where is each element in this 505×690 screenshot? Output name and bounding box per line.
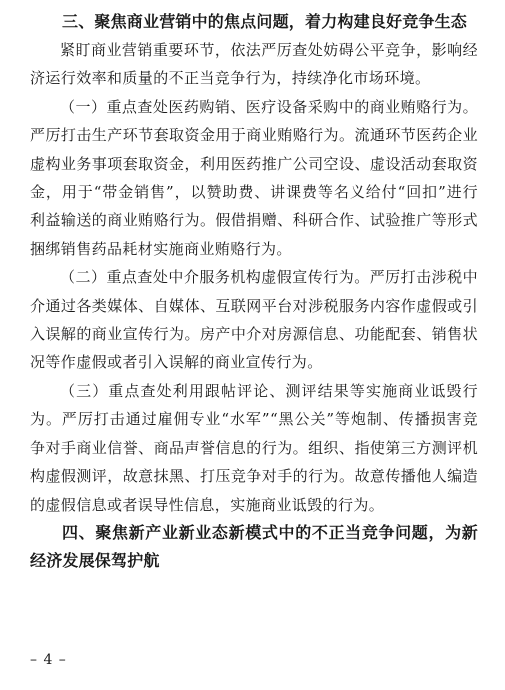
section-3-heading: 三、聚焦商业营销中的焦点问题，着力构建良好竞争生态 — [62, 12, 468, 31]
item-2-body: 严厉打击涉税中介通过各类媒体、自媒体、互联网平台对涉税服务内容作虚假或引入误解的商业宣传行为。房产中介对房源信息、功能配套、销售状况等作虚假或者引入误解的商业宣传行为。 — [30, 268, 478, 372]
item-1-title: （一）重点查处医药购销、医疗设备采购中的商业贿赂行为。 — [60, 97, 478, 116]
section-3-intro: 紧盯商业营销重要环节，依法严厉查处妨碍公平竞争，影响经济运行效率和质量的不正当竞争行为，持续净化市场环境。 — [30, 41, 478, 88]
item-3-body: 严厉打击通过雇佣专业“水军”“黑公关”等炮制、传播损害竞争对手商业信誉、商品声誉信息的行为。组织、指使第三方测评机构虚假测评，故意抹黑、打压竞争对手的行为。故意传播他人编造的虚假信息或者误导性信息，实施商业诋毁的行为。 — [30, 410, 478, 514]
item-1-paragraph — [30, 93, 478, 263]
section-4-heading: 四、聚焦新产业新业态新模式中的不正当竞争问题，为新经济发展保驾护航 — [30, 522, 478, 570]
item-3-paragraph — [30, 377, 478, 519]
page-number: – 4 – — [30, 652, 67, 668]
item-3-title: （三）重点查处利用跟帖评论、测评结果等实施商业诋毁行为。 — [30, 381, 478, 429]
item-1-body: 严厉打击生产环节套取资金用于商业贿赂行为。流通环节医药企业虚构业务事项套取资金，利用医药推广公司空设、虚设活动套取资金，用于“带金销售”，以赞助费、讲课费等名义给付“回扣”进行利益输送的商业贿赂行为。假借捐赠、科研合作、试验推广等形式捆绑销售药品耗材实施商业贿赂行为。 — [30, 126, 478, 258]
document-body — [30, 8, 478, 575]
item-2-title: （二）重点查处中介服务机构虚假宣传行为。 — [60, 268, 370, 287]
item-2-paragraph — [30, 263, 478, 377]
